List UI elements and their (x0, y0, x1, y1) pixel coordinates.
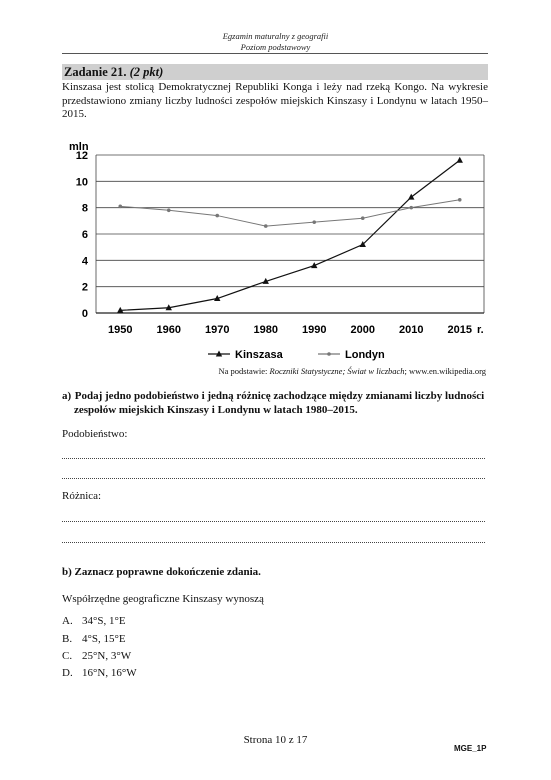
y-tick-8: 8 (81, 202, 88, 215)
task-title (64, 65, 163, 80)
answer-line-difference-1[interactable] (62, 521, 485, 522)
point-londyn-1970 (215, 214, 219, 218)
source-suffix: ; www.en.wikipedia.org (404, 366, 486, 376)
x-tick-labels (108, 324, 472, 336)
x-tick-2000: 2000 (350, 324, 375, 336)
chart-legend (208, 349, 385, 361)
x-tick-1980: 1980 (253, 324, 278, 336)
point-londyn-1960 (167, 209, 171, 213)
point-londyn-1980 (264, 224, 268, 228)
legend-label-kinszasa: Kinszasa (235, 349, 283, 361)
option-c-text: 25°N, 3°W (82, 650, 132, 662)
header-divider (62, 53, 488, 54)
x-tick-2010: 2010 (399, 324, 424, 336)
population-chart (60, 130, 500, 365)
option-d-letter: D. (62, 667, 73, 679)
point-londyn-1950 (118, 205, 122, 209)
exam-level: Poziom podstawowy (240, 42, 311, 52)
answer-line-difference-2[interactable] (62, 542, 485, 543)
y-tick-2: 2 (81, 281, 88, 294)
y-tick-12: 12 (75, 150, 88, 162)
question-b: b) Zaznacz poprawne dokończenie zdania. (62, 566, 261, 578)
x-tick-2015: 2015 (447, 324, 472, 336)
chart-series (117, 157, 463, 313)
similarity-label: Podobieństwo: (62, 428, 128, 440)
option-d[interactable] (62, 667, 137, 679)
y-tick-0: 0 (81, 308, 88, 320)
source-titles: Roczniki Statystyczne; Świat w liczbach (269, 366, 405, 376)
point-kinszasa-2015 (457, 157, 463, 163)
option-d-text: 16°N, 16°W (82, 667, 137, 679)
page-number: Strona 10 z 17 (243, 734, 308, 746)
question-b-stem: Współrzędne geograficzne Kinszasy wynoszą (62, 593, 264, 605)
option-a-text: 34°S, 1°E (82, 615, 126, 627)
option-b-letter: B. (62, 633, 73, 645)
question-a-line2: zespołów miejskich Kinszasy i Londynu w latach 1980–2015. (74, 403, 358, 416)
series-line-londyn (120, 200, 460, 226)
point-kinszasa-2010 (408, 194, 414, 200)
task-number: Zadanie 21. (64, 65, 127, 79)
point-londyn-2015 (458, 198, 462, 202)
task-intro: Kinszasa jest stolicą Demokratycznej Republiki Konga i leży nad rzeką Kongo. Na wykresie przedstawiono zmiany liczby ludności zespołów miejskich Kinszasy i Londynu w latach 1950–2015. (62, 81, 488, 120)
y-axis-label: mln (69, 141, 89, 153)
option-c-letter: C. (62, 650, 73, 662)
point-londyn-2010 (409, 206, 413, 210)
x-tick-1970: 1970 (205, 324, 230, 336)
x-tick-1990: 1990 (302, 324, 327, 336)
exam-title: Egzamin maturalny z geografii (222, 31, 329, 41)
source-prefix: Na podstawie: (218, 366, 270, 376)
y-tick-6: 6 (81, 229, 88, 241)
question-a-line1: Podaj jedno podobieństwo i jedną różnicę zachodzące między zmianami liczby ludności (74, 390, 485, 402)
point-londyn-1990 (312, 220, 316, 224)
difference-label: Różnica: (62, 490, 102, 502)
chart-source (62, 366, 486, 376)
option-a-letter: A. (62, 615, 73, 627)
option-b[interactable] (62, 633, 126, 645)
option-b-text: 4°S, 15°E (82, 633, 126, 645)
chart-grid (96, 155, 484, 313)
series-line-kinszasa (120, 160, 460, 310)
question-a (62, 390, 488, 417)
x-axis-unit: r. (477, 324, 484, 336)
task-points: (2 pkt) (129, 65, 164, 79)
point-londyn-2000 (361, 216, 365, 220)
legend-label-londyn: Londyn (345, 349, 385, 361)
y-tick-10: 10 (75, 176, 88, 189)
answer-line-similarity-1[interactable] (62, 458, 485, 459)
question-a-number: a) (62, 390, 72, 402)
x-tick-1960: 1960 (156, 324, 181, 336)
legend-marker-londyn (327, 352, 331, 356)
option-a[interactable] (62, 615, 126, 627)
exam-code: MGE_1P (454, 744, 487, 753)
answer-line-similarity-2[interactable] (62, 478, 485, 479)
y-tick-4: 4 (81, 255, 88, 268)
y-tick-labels (76, 150, 89, 320)
x-tick-1950: 1950 (108, 324, 133, 336)
option-c[interactable] (62, 650, 131, 662)
